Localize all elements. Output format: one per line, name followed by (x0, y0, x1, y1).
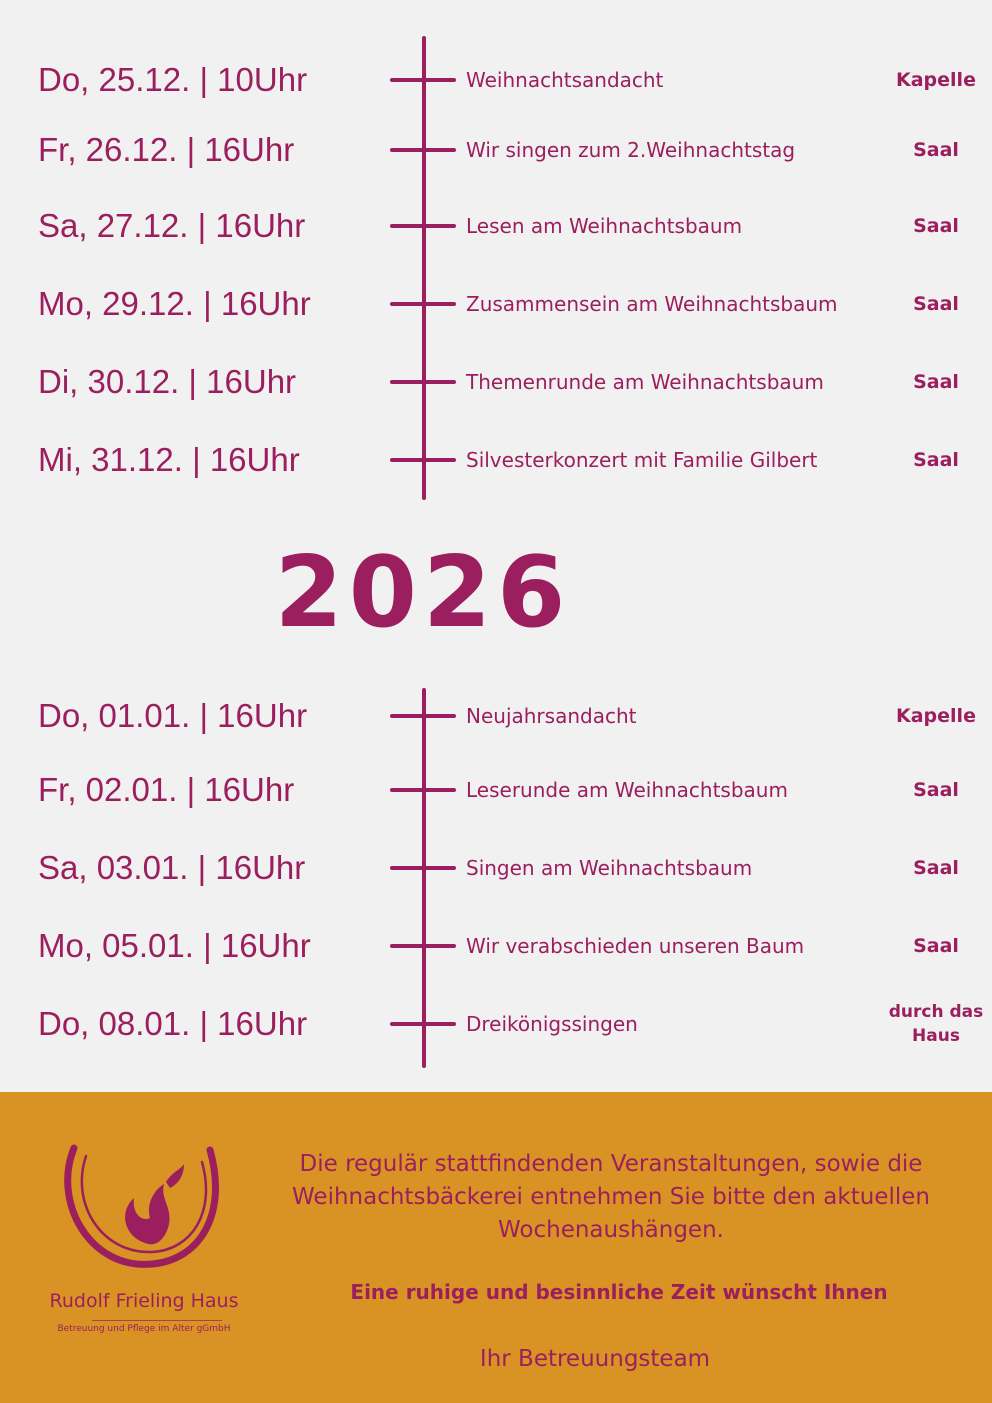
event-row (0, 696, 992, 736)
event-title: Singen am Weihnachtsbaum (466, 856, 753, 880)
timeline-tick (390, 78, 456, 82)
event-title: Wir verabschieden unseren Baum (466, 934, 805, 958)
timeline-tick (390, 224, 456, 228)
event-date: Do, 25.12. | 10Uhr (38, 61, 308, 98)
event-place: Saal (913, 371, 959, 393)
event-row (0, 60, 992, 100)
event-place: Saal (913, 215, 959, 237)
event-date: Do, 01.01. | 16Uhr (38, 697, 308, 734)
timeline-2025 (0, 0, 992, 510)
event-row (0, 440, 992, 480)
signature-text: Ihr Betreuungsteam (479, 1346, 711, 1372)
event-row (0, 284, 992, 324)
logo-divider (92, 1320, 222, 1321)
event-place: Saal (913, 449, 959, 471)
event-row (0, 362, 992, 402)
footer-banner (0, 1092, 992, 1403)
timeline-tick (390, 944, 456, 948)
timeline-tick (390, 302, 456, 306)
logo (44, 1142, 244, 1342)
event-place: Kapelle (896, 705, 976, 727)
year-heading: 2026 (274, 536, 572, 650)
event-place: Saal (913, 779, 959, 801)
timeline-line (422, 36, 426, 500)
event-date: Sa, 27.12. | 16Uhr (38, 207, 306, 244)
event-title: Zusammensein am Weihnachtsbaum (466, 292, 838, 316)
event-date: Sa, 03.01. | 16Uhr (38, 849, 306, 886)
event-row (0, 848, 992, 888)
logo-subtitle: Betreuung und Pflege im Alter gGmbH (57, 1324, 231, 1334)
timeline-tick (390, 380, 456, 384)
event-place: Saal (913, 293, 959, 315)
event-place: Saal (913, 139, 959, 161)
event-title: Weihnachtsandacht (466, 68, 664, 92)
event-place: Saal (913, 857, 959, 879)
event-place: durch das Haus (888, 1002, 984, 1046)
timeline-tick (390, 866, 456, 870)
timeline-tick (390, 148, 456, 152)
flame-logo-icon (60, 1142, 230, 1282)
event-date: Do, 08.01. | 16Uhr (38, 1005, 308, 1042)
event-row (0, 770, 992, 810)
event-title: Leserunde am Weihnachtsbaum (466, 778, 788, 802)
event-date: Mo, 05.01. | 16Uhr (38, 927, 311, 964)
event-title: Wir singen zum 2.Weihnachtstag (466, 138, 796, 162)
event-title: Themenrunde am Weihnachtsbaum (466, 370, 824, 394)
event-place: Kapelle (896, 69, 976, 91)
timeline-tick (390, 788, 456, 792)
timeline-2026 (0, 680, 992, 1080)
event-title: Lesen am Weihnachtsbaum (466, 214, 743, 238)
event-date: Fr, 02.01. | 16Uhr (38, 771, 295, 808)
event-title: Dreikönigssingen (466, 1012, 638, 1036)
timeline-tick (390, 714, 456, 718)
timeline-tick (390, 458, 456, 462)
timeline-tick (390, 1022, 456, 1026)
greeting-text: Eine ruhige und besinnliche Zeit wünscht Ihnen (350, 1280, 888, 1304)
event-place: Saal (913, 935, 959, 957)
event-title: Silvesterkonzert mit Familie Gilbert (466, 448, 818, 472)
info-note: Die regulär stattfindenden Veranstaltungen, sowie die Weihnachtsbäckerei entnehmen Sie bitte den aktuellen Wochenaushängen. (292, 1151, 930, 1243)
event-date: Mi, 31.12. | 16Uhr (38, 441, 300, 478)
event-title: Neujahrsandacht (466, 704, 637, 728)
event-row (0, 130, 992, 170)
event-row (0, 206, 992, 246)
event-date: Di, 30.12. | 16Uhr (38, 363, 297, 400)
event-row (0, 1004, 992, 1044)
logo-name: Rudolf Frieling Haus (49, 1290, 239, 1312)
event-date: Fr, 26.12. | 16Uhr (38, 131, 295, 168)
event-date: Mo, 29.12. | 16Uhr (38, 285, 311, 322)
event-row (0, 926, 992, 966)
